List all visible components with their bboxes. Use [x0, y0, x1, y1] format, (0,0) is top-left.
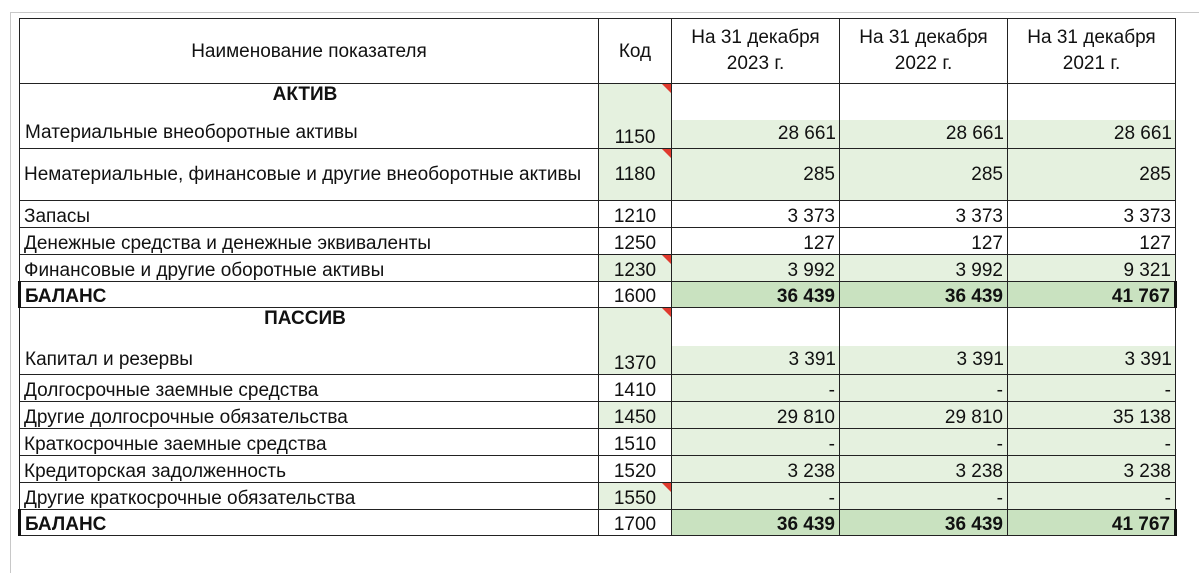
table-row — [20, 456, 1176, 483]
row-1210-v2023[interactable]: 3 373 — [672, 201, 840, 228]
row-1150-v2022-cell — [840, 84, 1008, 149]
row-1450-name: Другие долгосрочные обязательства — [20, 402, 599, 429]
balance-table — [18, 18, 1177, 536]
row-1150-v2021[interactable]: 28 661 — [1008, 120, 1175, 148]
row-1410-code[interactable]: 1410 — [599, 375, 672, 402]
table-row — [20, 84, 1176, 149]
table-row — [20, 255, 1176, 282]
row-1180-v2021[interactable]: 285 — [1008, 149, 1176, 201]
row-1180-name: Нематериальные, финансовые и другие внеоборотные активы — [20, 149, 599, 201]
row-1450-v2021[interactable]: 35 138 — [1008, 402, 1176, 429]
table-row — [20, 429, 1176, 456]
row-1150-name-cell — [20, 84, 599, 149]
row-1600-v2023[interactable]: 36 439 — [672, 282, 840, 308]
row-1700-v2023[interactable]: 36 439 — [672, 510, 840, 536]
section-title-liabilities: ПАССИВ — [264, 308, 346, 329]
table-row — [20, 228, 1176, 255]
row-1700-code[interactable]: 1700 — [599, 510, 672, 536]
row-1510-code[interactable]: 1510 — [599, 429, 672, 456]
row-1510-v2021[interactable]: - — [1008, 429, 1176, 456]
row-1510-v2023[interactable]: - — [672, 429, 840, 456]
row-1410-v2022[interactable]: - — [840, 375, 1008, 402]
row-1370-v2023[interactable]: 3 391 — [672, 346, 839, 374]
table-row-total — [20, 510, 1176, 536]
row-1250-v2021[interactable]: 127 — [1008, 228, 1176, 255]
header-code: Код — [599, 19, 672, 84]
row-1230-name: Финансовые и другие оборотные активы — [20, 255, 599, 282]
row-1700-name: БАЛАНС — [20, 510, 599, 536]
row-1370-code[interactable]: 1370 — [599, 308, 672, 375]
header-period-2021: На 31 декабря 2021 г. — [1008, 19, 1176, 84]
section-title-assets: АКТИВ — [272, 84, 338, 105]
row-1550-v2022[interactable]: - — [840, 483, 1008, 510]
row-1550-v2021[interactable]: - — [1008, 483, 1176, 510]
row-1410-name: Долгосрочные заемные средства — [20, 375, 599, 402]
row-1700-v2021[interactable]: 41 767 — [1008, 510, 1176, 536]
row-1230-v2021[interactable]: 9 321 — [1008, 255, 1176, 282]
row-1230-v2022[interactable]: 3 992 — [840, 255, 1008, 282]
row-1370-v2023-cell — [672, 308, 840, 375]
row-1520-v2023[interactable]: 3 238 — [672, 456, 840, 483]
row-1370-v2022-cell — [840, 308, 1008, 375]
row-1210-name: Запасы — [20, 201, 599, 228]
row-1410-v2021[interactable]: - — [1008, 375, 1176, 402]
row-1600-v2022[interactable]: 36 439 — [840, 282, 1008, 308]
row-1410-v2023[interactable]: - — [672, 375, 840, 402]
row-1450-code[interactable]: 1450 — [599, 402, 672, 429]
row-1150-v2023[interactable]: 28 661 — [672, 120, 839, 148]
row-1150-code[interactable]: 1150 — [599, 84, 672, 149]
row-1370-v2022[interactable]: 3 391 — [840, 346, 1007, 374]
row-1230-code[interactable]: 1230 — [599, 255, 672, 282]
row-1150-v2021-cell — [1008, 84, 1176, 149]
row-1250-name: Денежные средства и денежные эквиваленты — [20, 228, 599, 255]
row-1520-v2021[interactable]: 3 238 — [1008, 456, 1176, 483]
row-1550-name: Другие краткосрочные обязательства — [20, 483, 599, 510]
row-1210-v2022[interactable]: 3 373 — [840, 201, 1008, 228]
row-1510-v2022[interactable]: - — [840, 429, 1008, 456]
table-row — [20, 308, 1176, 375]
row-1230-v2023[interactable]: 3 992 — [672, 255, 840, 282]
table-header-row — [20, 19, 1176, 84]
table-row — [20, 375, 1176, 402]
row-1150-v2022[interactable]: 28 661 — [840, 120, 1007, 148]
header-name: Наименование показателя — [20, 19, 599, 84]
row-1250-v2023[interactable]: 127 — [672, 228, 840, 255]
row-1250-code[interactable]: 1250 — [599, 228, 672, 255]
header-period-2023: На 31 декабря 2023 г. — [672, 19, 840, 84]
row-1450-v2023[interactable]: 29 810 — [672, 402, 840, 429]
row-1370-name-cell — [20, 308, 599, 375]
table-row — [20, 483, 1176, 510]
header-period-2022: На 31 декабря 2022 г. — [840, 19, 1008, 84]
table-row-total — [20, 282, 1176, 308]
row-1180-code[interactable]: 1180 — [599, 149, 672, 201]
row-1250-v2022[interactable]: 127 — [840, 228, 1008, 255]
row-1520-name: Кредиторская задолженность — [20, 456, 599, 483]
row-1550-code[interactable]: 1550 — [599, 483, 672, 510]
row-1600-v2021[interactable]: 41 767 — [1008, 282, 1176, 308]
row-1520-v2022[interactable]: 3 238 — [840, 456, 1008, 483]
row-1700-v2022[interactable]: 36 439 — [840, 510, 1008, 536]
row-1150-v2023-cell — [672, 84, 840, 149]
row-1370-v2021[interactable]: 3 391 — [1008, 346, 1175, 374]
row-1600-code[interactable]: 1600 — [599, 282, 672, 308]
row-1180-v2023[interactable]: 285 — [672, 149, 840, 201]
row-1150-name: Материальные внеоборотные активы — [25, 122, 358, 143]
table-row — [20, 201, 1176, 228]
row-1520-code[interactable]: 1520 — [599, 456, 672, 483]
row-1600-name: БАЛАНС — [20, 282, 599, 308]
table-row — [20, 149, 1176, 201]
row-1450-v2022[interactable]: 29 810 — [840, 402, 1008, 429]
row-1370-name: Капитал и резервы — [25, 349, 193, 370]
table-row — [20, 402, 1176, 429]
row-1370-v2021-cell — [1008, 308, 1176, 375]
row-1550-v2023[interactable]: - — [672, 483, 840, 510]
row-1180-v2022[interactable]: 285 — [840, 149, 1008, 201]
row-1210-v2021[interactable]: 3 373 — [1008, 201, 1176, 228]
row-1510-name: Краткосрочные заемные средства — [20, 429, 599, 456]
row-1210-code[interactable]: 1210 — [599, 201, 672, 228]
